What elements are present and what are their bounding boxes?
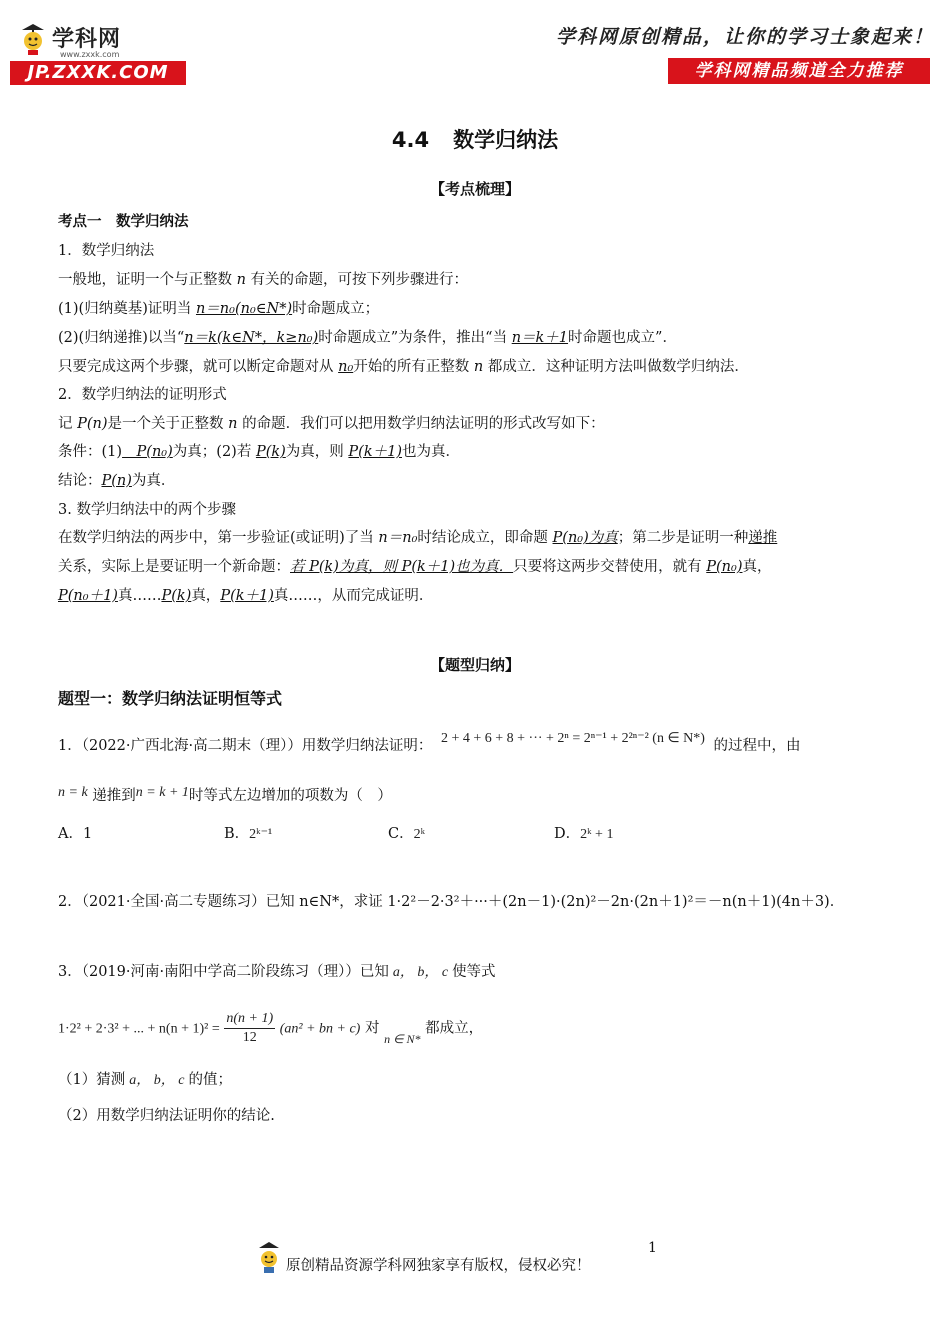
title-text: 数学归纳法	[453, 128, 559, 152]
p2-title: 2．数学归纳法的证明形式	[58, 387, 227, 403]
step2: (2)(归纳递推)以当“n＝k(k∈N*，k≥n₀)时命题成立”为条件，推出“当 n＝k＋1时命题也成立”．	[58, 330, 677, 346]
question-3-part1: （1）猜测 a， b， c 的值；	[58, 1072, 232, 1088]
logo-domain: JP.ZXXK.COM	[10, 61, 186, 85]
question-1: 1．（2022·广西北海·高二期末（理））用数学归纳法证明： 2 + 4 + 6 + 8 + ··· + 2ⁿ = 2ⁿ⁻¹ + 2²ⁿ⁻² (n ∈ N*) 的过程中，由	[58, 731, 801, 754]
question-3-equation: 1·2² + 2·3² + ... + n(n + 1)² = $\frac{n(n + 1)}{12}$ (an² + bn + c) 对 $_{n \in N*}$ 都成立，	[58, 1011, 484, 1046]
section-heading-knowledge: 【考点梳理】	[429, 180, 520, 198]
q3-rhs: (an² + bn + c)	[279, 1021, 361, 1037]
type1-title: 题型一：数学归纳法证明恒等式	[58, 689, 283, 708]
p1-title: 1．数学归纳法	[58, 243, 155, 259]
q3-fraction: $\frac{n(n + 1)}{12}$	[226, 1011, 274, 1045]
page-title	[0, 124, 950, 154]
title-number: 4.4	[391, 128, 430, 152]
mascot-icon	[256, 1242, 282, 1276]
question-1-line2: n = k 递推到n = k + 1时等式左边增加的项数为（ ）	[58, 785, 392, 804]
p1-intro: 一般地，证明一个与正整数 n 有关的命题，可按下列步骤进行：	[58, 272, 469, 288]
condition-line: 条件：(1) P(n₀)为真；(2)若 P(k)为真，则 P(k＋1)也为真．	[58, 444, 460, 460]
mascot-icon	[18, 24, 48, 56]
question-3: 3．（2019·河南·南阳中学高二阶段练习（理））已知 a， b， c 使等式	[58, 964, 496, 980]
option-b[interactable]: B．2ᵏ⁻¹	[224, 826, 273, 842]
step1: (1)(归纳奠基)证明当 n＝n₀(n₀∈N*)时命题成立；	[58, 301, 380, 317]
header-banner: 学科网精品频道全力推荐	[668, 58, 930, 84]
p3-line2: 关系，实际上是要证明一个新命题：若 P(k)为真，则 P(k＋1)也为真．只要将这两步交替使用，就有 P(n₀)真，	[58, 559, 772, 575]
option-a[interactable]: A．1	[58, 826, 93, 842]
q1-formula: 2 + 4 + 6 + 8 + ··· + 2ⁿ = 2ⁿ⁻¹ + 2²ⁿ⁻² (n ∈ N*)	[440, 731, 705, 746]
site-logo[interactable]	[10, 18, 190, 88]
logo-url: www.zxxk.com	[60, 50, 120, 59]
p3-line3: P(n₀＋1)真……P(k)真，P(k＋1)真……，从而完成证明．	[58, 588, 434, 604]
result-line: 结论：P(n)为真．	[58, 473, 176, 489]
p2-intro: 记 P(n)是一个关于正整数 n 的命题．我们可以把用数学归纳法证明的形式改写如下：	[58, 416, 605, 432]
kp-title: 考点一 数学归纳法	[58, 214, 189, 230]
header-slogan: 学科网原创精品，让你的学习士象起来！	[555, 26, 934, 48]
q3-lhs: 1·2² + 2·3² + ... + n(n + 1)² =	[58, 1021, 220, 1037]
conclusion-line: 只要完成这两个步骤，就可以断定命题对从 n₀开始的所有正整数 n 都成立．这种证明方法叫做数学归纳法．	[58, 359, 749, 375]
option-d[interactable]: D．2ᵏ + 1	[554, 826, 614, 842]
logo-name: 学科网	[52, 27, 122, 52]
p3-line1: 在数学归纳法的两步中，第一步验证(或证明)了当 n＝n₀时结论成立，即命题 P(n₀)为真；第二步是证明一种递推	[58, 530, 778, 546]
question-3-part2: （2）用数学归纳法证明你的结论.	[58, 1108, 275, 1124]
p3-title: 3. 数学归纳法中的两个步骤	[58, 502, 236, 518]
footer-copyright: 原创精品资源学科网独家享有版权，侵权必究！	[286, 1258, 591, 1274]
section-heading-types: 【题型归纳】	[429, 656, 520, 674]
question-2: 2．（2021·全国·高二专题练习）已知 n∈N*，求证 1·2²－2·3²＋···＋(2n－1)·(2n)²－2n·(2n＋1)²＝－n(n＋1)(4n＋3)．	[58, 894, 845, 910]
option-c[interactable]: C．2ᵏ	[388, 826, 426, 842]
page-number: 1	[648, 1240, 657, 1256]
